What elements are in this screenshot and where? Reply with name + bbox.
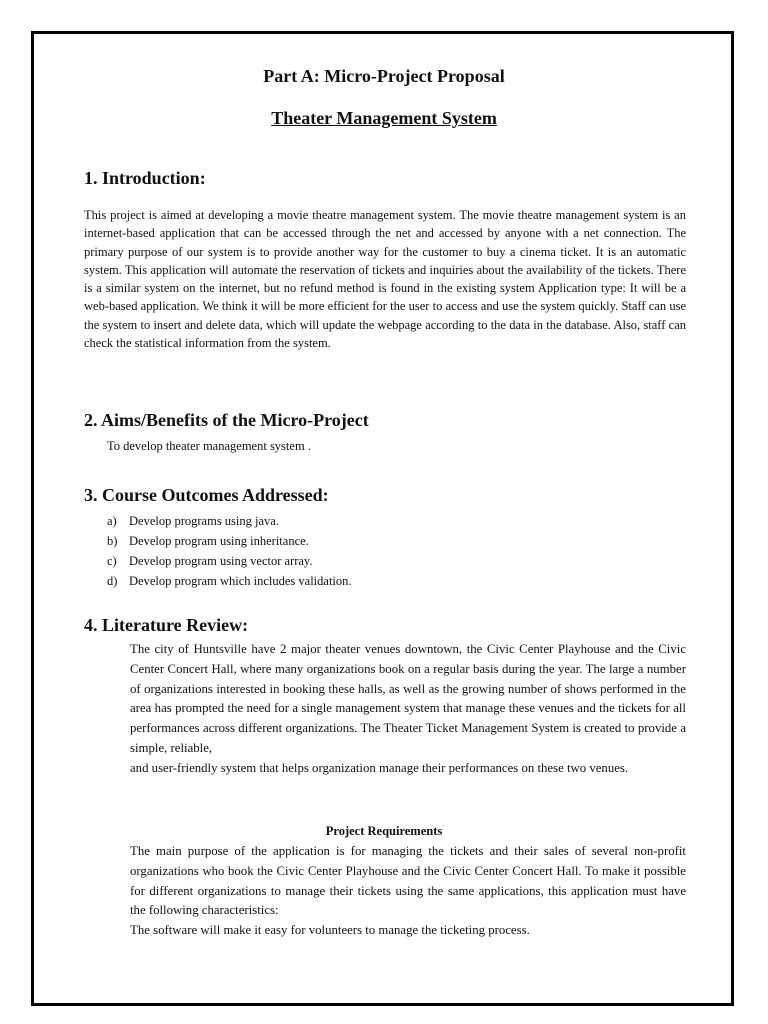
list-item [107, 531, 352, 551]
introduction-text: This project is aimed at developing a movie theatre management system. The movie theatre management system is an internet-based application that can be accessed through the net and accessed by anyone with a net connection. The primary purpose of our system is to provide another way for the customer to buy a cinema ticket. It is an automatic system. This application will automate the reservation of tickets and inquiries about the availability of the tickets. There is a similar system on the internet, but no refund method is found in the existing system Application type: It will be a web-based application. We think it will be more efficient for the user to access and use the system quickly. Staff can use the system to insert and delete data, which will update the webpage according to the data in the database. Also, staff can check the statistical information from the system. [84, 208, 686, 351]
requirements-paragraph-2: The software will make it easy for volunteers to manage the ticketing process. [130, 923, 530, 938]
literature-paragraph-2: and user-friendly system that helps organization manage their performances on these two venues. [130, 760, 629, 775]
item-text: Develop program which includes validation. [129, 574, 352, 588]
part-title: Part A: Micro-Project Proposal [263, 66, 505, 86]
list-item [107, 571, 352, 591]
outcomes-heading: 3. Course Outcomes Addressed: [84, 485, 329, 505]
requirements-paragraph-1: The main purpose of the application is for managing the tickets and their sales of several non-profit organizations who book the Civic Center Playhouse and the Civic Center Concert Hall. To make it possible for different organizations to manage their tickets using the same applications, this application must have the following characteristics: [130, 844, 686, 918]
item-text: Develop program using inheritance. [129, 534, 309, 548]
item-label: d) [107, 574, 118, 588]
literature-paragraph-1: The city of Huntsville have 2 major theater venues downtown, the Civic Center Playhouse and the Civic Center Concert Hall, where many organizations book on a regular basis during the year. The large a number of organizations interested in booking these halls, as well as the growing number of shows performed in the area has prompted the need for a single management system that manage these venues and the tickets for all performances across different organizations. The Theater Ticket Management System is created to provide a simple, reliable, [130, 642, 686, 755]
literature-heading: 4. Literature Review: [84, 615, 249, 635]
project-requirements-heading: Project Requirements [325, 824, 443, 838]
item-label: b) [107, 534, 118, 548]
project-title: Theater Management System [271, 108, 497, 128]
item-text: Develop program using vector array. [129, 554, 313, 568]
introduction-heading: 1. Introduction: [84, 168, 206, 188]
requirements-body [130, 842, 686, 941]
item-text: Develop programs using java. [129, 514, 279, 528]
outcomes-list [107, 511, 352, 591]
item-label: c) [107, 554, 117, 568]
item-label: a) [107, 514, 117, 528]
aims-heading: 2. Aims/Benefits of the Micro-Project [84, 410, 369, 430]
list-item [107, 551, 352, 571]
aims-text: To develop theater management system . [107, 439, 311, 453]
literature-body [130, 640, 686, 779]
list-item [107, 511, 352, 531]
